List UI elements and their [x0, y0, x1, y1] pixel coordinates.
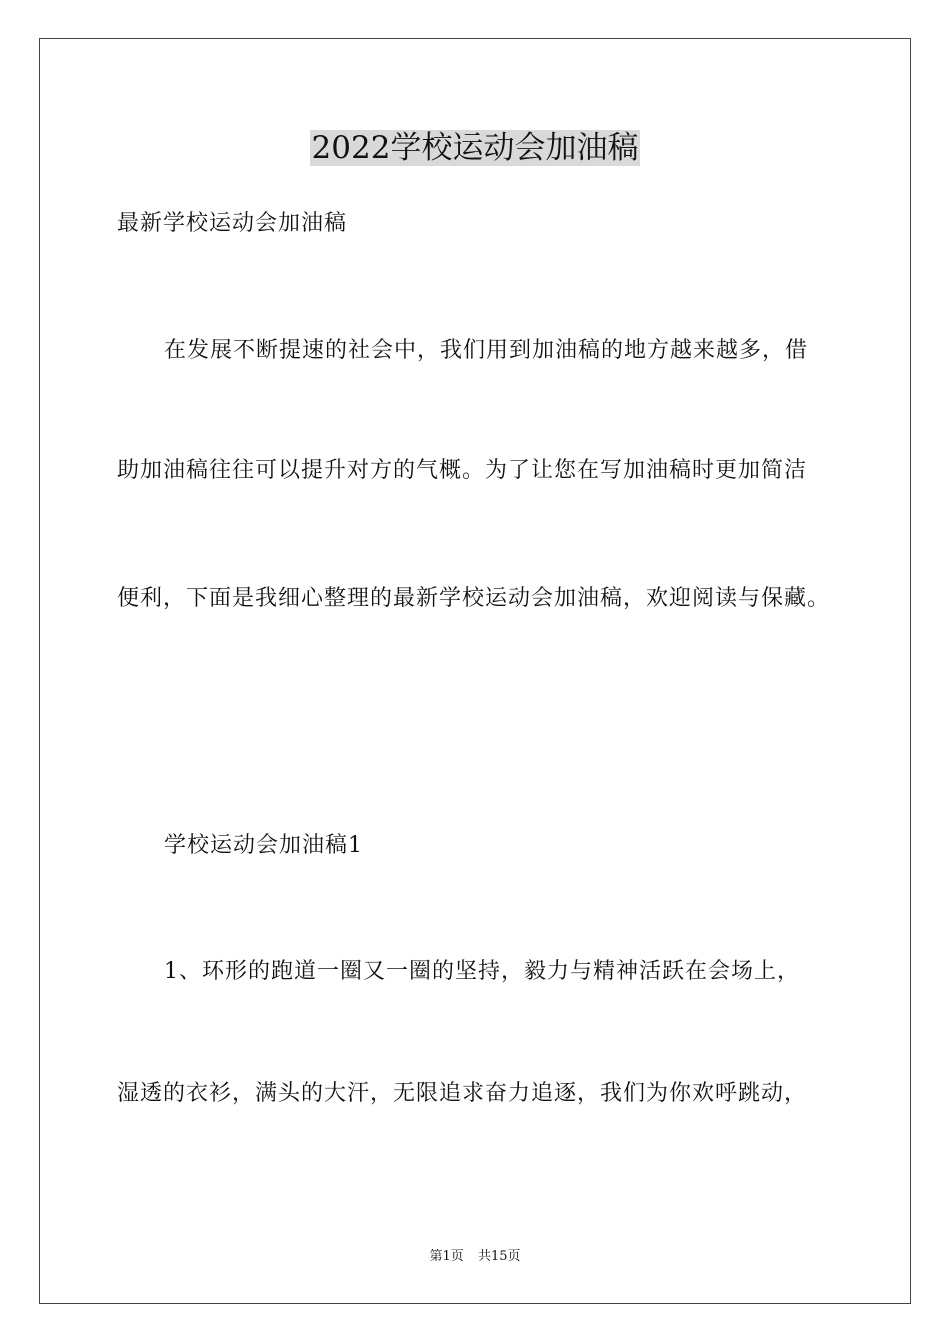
section-line-1: 1、环形的跑道一圈又一圈的坚持，毅力与精神活跃在会场上， [164, 959, 800, 984]
document-title [0, 128, 950, 168]
page-number: 第1页 [429, 1249, 464, 1264]
intro-line-1: 在发展不断提速的社会中，我们用到加油稿的地方越来越多，借 [164, 338, 809, 363]
page-total: 共15页 [477, 1249, 521, 1264]
intro-line-3: 便利，下面是我细心整理的最新学校运动会加油稿，欢迎阅读与保藏。 [117, 586, 831, 611]
document-title-text: 2022学校运动会加油稿 [311, 130, 639, 166]
section-line-2: 湿透的衣衫，满头的大汗，无限追求奋力追逐，我们为你欢呼跳动， [117, 1081, 808, 1106]
page-footer [0, 1248, 950, 1266]
document-subtitle: 最新学校运动会加油稿 [117, 211, 348, 236]
intro-line-2: 助加油稿往往可以提升对方的气概。为了让您在写加油稿时更加简洁 [117, 458, 808, 483]
section-heading: 学校运动会加油稿1 [164, 833, 363, 858]
